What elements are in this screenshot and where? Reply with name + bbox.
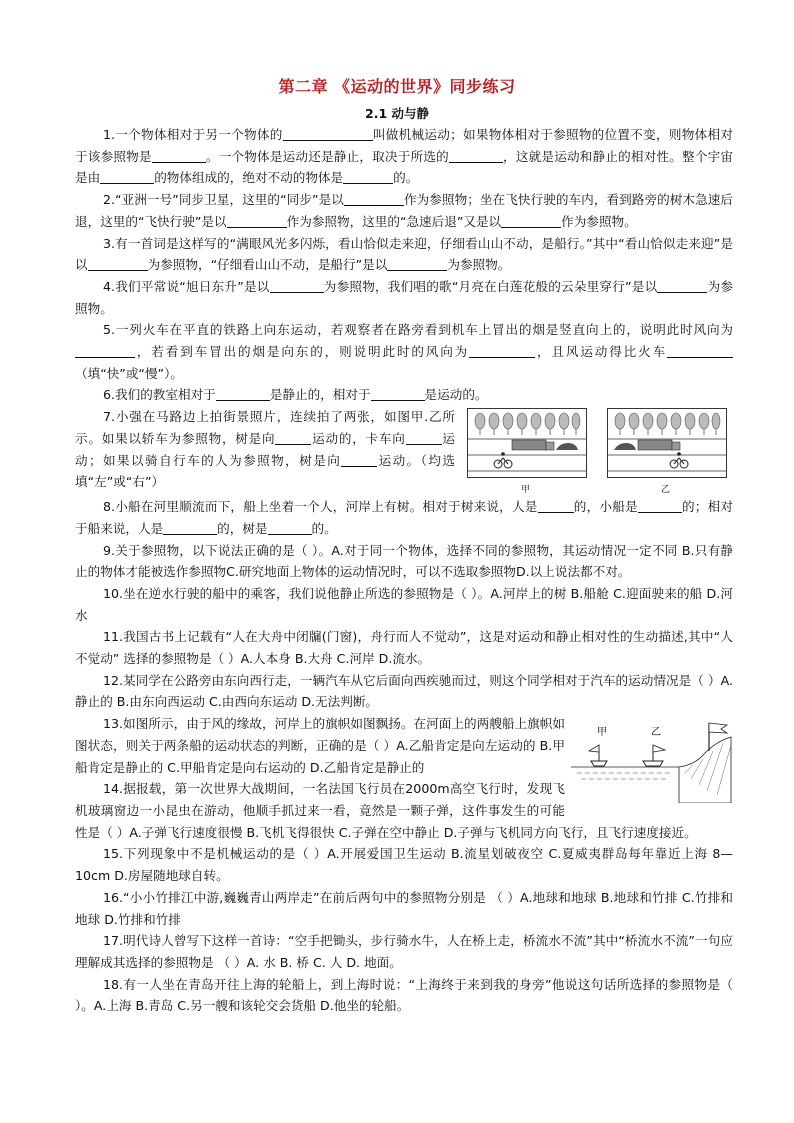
photo-yi xyxy=(607,408,727,478)
answer-blank[interactable] xyxy=(270,279,324,293)
figure-label-yi: 乙 xyxy=(661,485,671,496)
page-title: 第二章 《运动的世界》同步练习 xyxy=(278,77,516,96)
photo-jia xyxy=(467,408,587,478)
answer-blank[interactable] xyxy=(406,431,442,445)
question-9: 9.关于参照物，以下说法正确的是（ ）。A.对于同一个物体，选择不同的参照物，其运动情况一定不同 B.只有静止的物体才能被选作参照物C.研究地面上物体的运动情况时，可以不选取参照物D.以上说法都不对。 xyxy=(75,542,733,580)
question-15: 15.下列现象中不是机械运动的是（ ）A.开展爱国卫生运动 B.流星划破夜空 C.夏威夷群岛每年靠近上海 8—10cm D.房屋随地球自转。 xyxy=(75,846,733,884)
question-11: 11.我国古书上记载有“人在大舟中闭牖(门窗)，舟行而人不觉动”，这是对运动和静止相对性的生动描述,其中“人不觉动” 选择的参照物是（ ）A.人本身 B.大舟 C.河岸 D.流水。 xyxy=(75,629,733,667)
figure-label-jia: 甲 xyxy=(521,485,531,496)
answer-blank[interactable] xyxy=(638,499,682,513)
question-7: 7.小强在马路边上拍街景照片，连续拍了两张，如图甲.乙所示。如果以轿车为参照物，树是向 运动的，卡车向 运动；如果以骑自行车的人为参照物，树是向 运动。（均选填“左”或“右”） xyxy=(75,409,456,490)
answer-blank[interactable] xyxy=(341,453,377,467)
question-2: 2.“亚洲一号”同步卫星，这里的“同步”是以 作为参照物；坐在飞快行驶的车内，看到路旁的树木急速后退，这里的“飞快行驶”是以 作为参照物，这里的“急速后退”又是以 作为参照物。 xyxy=(75,192,733,229)
answer-blank[interactable] xyxy=(75,344,135,358)
river-boats-figure xyxy=(571,715,733,803)
answer-blank[interactable] xyxy=(657,279,707,293)
answer-blank[interactable] xyxy=(275,431,311,445)
question-4: 4.我们平常说“旭日东升”是以 为参照物，我们唱的歌“月亮在白莲花般的云朵里穿行”是以 为参照物。 xyxy=(75,278,733,316)
question-16: 16.“小小竹排江中游,巍巍青山两岸走”在前后两句中的参照物分别是 （ ）A.地球和地球 B.地球和竹排 C.竹排和地球 D.竹排和竹排 xyxy=(75,889,733,927)
river-boats-diagram xyxy=(571,715,733,803)
question-1: 1.一个物体相对于另一个物体的 叫做机械运动；如果物体相对于参照物的位置不变，则物体相对于该参照物是 。一个物体是运动还是静止，取决于所选的 ，这就是运动和静止的相对性。整个宇宙是由 的物体组成的，绝对不动的物体是 的。 xyxy=(75,127,734,186)
answer-blank[interactable] xyxy=(343,170,393,184)
answer-blank[interactable] xyxy=(163,521,217,535)
question-14: 14.据报载，第一次世界大战期间，一名法国飞行员在2000m高空飞行时，发现飞机玻璃窗边一小昆虫在游动，他顺手抓过来一看，竟然是一颗子弹，这件事发生的可能性是（ ）A.子弹飞行速度很慢 B.飞机飞得很快 C.子弹在空中静止 D.子弹与飞机同方向飞行，且飞行速度接近。 xyxy=(75,781,697,840)
answer-blank[interactable] xyxy=(268,521,312,535)
answer-blank[interactable] xyxy=(283,127,373,141)
question-3: 3.有一首词是这样写的“满眼风光多闪烁，看山恰似走来迎，仔细看山山不动，是船行。”其中“看山恰似走来迎”是以 为参照物，“仔细看山山不动，是船行”是以 为参照物。 xyxy=(75,235,733,273)
answer-blank[interactable] xyxy=(538,499,574,513)
street-photos-figure xyxy=(463,408,733,496)
street-scene-jia xyxy=(468,409,586,477)
answer-blank[interactable] xyxy=(469,344,535,358)
answer-blank[interactable] xyxy=(344,192,404,206)
question-list xyxy=(75,124,733,1017)
question-8: 8.小船在河里顺流而下，船上坐着一个人，河岸上有树。相对于树来说，人是 的，小船是 的；相对于船来说，人是 的，树是 的。 xyxy=(75,499,733,536)
answer-blank[interactable] xyxy=(152,149,206,163)
question-17: 17.明代诗人曾写下这样一首诗：“空手把锄头，步行骑水牛，人在桥上走，桥流水不流”其中“桥流水不流”一句应理解成其选择的参照物是 （ ）A. 水 B. 桥 C. 人 D. 地面。 xyxy=(75,933,733,970)
question-5: 5.一列火车在平直的铁路上向东运动，若观察者在路旁看到机车上冒出的烟是竖直向上的，说明此时风向为，若看到车冒出的烟是向东的，则说明此时的风向为 ，且风运动得比火车（填“快”或“慢”）。 xyxy=(75,322,733,381)
boat-label-yi: 乙 xyxy=(651,727,661,739)
answer-blank[interactable] xyxy=(100,170,154,184)
question-10: 10.坐在逆水行驶的船中的乘客，我们说他静止所选的参照物是（ ）。A.河岸上的树 B.船舱 C.迎面驶来的船 D.河水 xyxy=(75,585,733,623)
boat-label-jia: 甲 xyxy=(597,727,607,739)
answer-blank[interactable] xyxy=(371,387,425,401)
question-12: 12.某同学在公路旁由东向西行走，一辆汽车从它后面向西疾驰而过，则这个同学相对于汽车的运动情况是（ ）A.静止的 B.由东向西运动 C.由西向东运动 D.无法判断。 xyxy=(75,672,733,710)
answer-blank[interactable] xyxy=(216,387,270,401)
answer-blank[interactable] xyxy=(387,257,447,271)
question-6: 6.我们的教室相对于 是静止的，相对于 是运动的。 xyxy=(103,387,488,403)
answer-blank[interactable] xyxy=(227,214,287,228)
question-13: 13.如图所示，由于风的缘故，河岸上的旗帜如图飘扬。在河面上的两艘船上旗帜如图状态，则关于两条船的运动状态的判断，正确的是（ ）A.乙船肯定是向左运动的 B.甲船肯定是静止的 C.甲船肯定是向右运动的 D.乙船肯定是静止的 xyxy=(75,716,565,775)
answer-blank[interactable] xyxy=(449,149,503,163)
section-title: 2.1 动与静 xyxy=(365,106,429,121)
question-18: 18.有一人坐在青岛开往上海的轮船上，到上海时说：“上海终于来到我的身旁”他说这句话所选择的参照物是（ ）。A.上海 B.青岛 C.另一艘和该轮交会货船 D.他坐的轮船。 xyxy=(75,976,733,1014)
answer-blank[interactable] xyxy=(88,257,148,271)
street-scene-yi xyxy=(608,409,726,477)
answer-blank[interactable] xyxy=(501,214,561,228)
answer-blank[interactable] xyxy=(667,344,733,358)
